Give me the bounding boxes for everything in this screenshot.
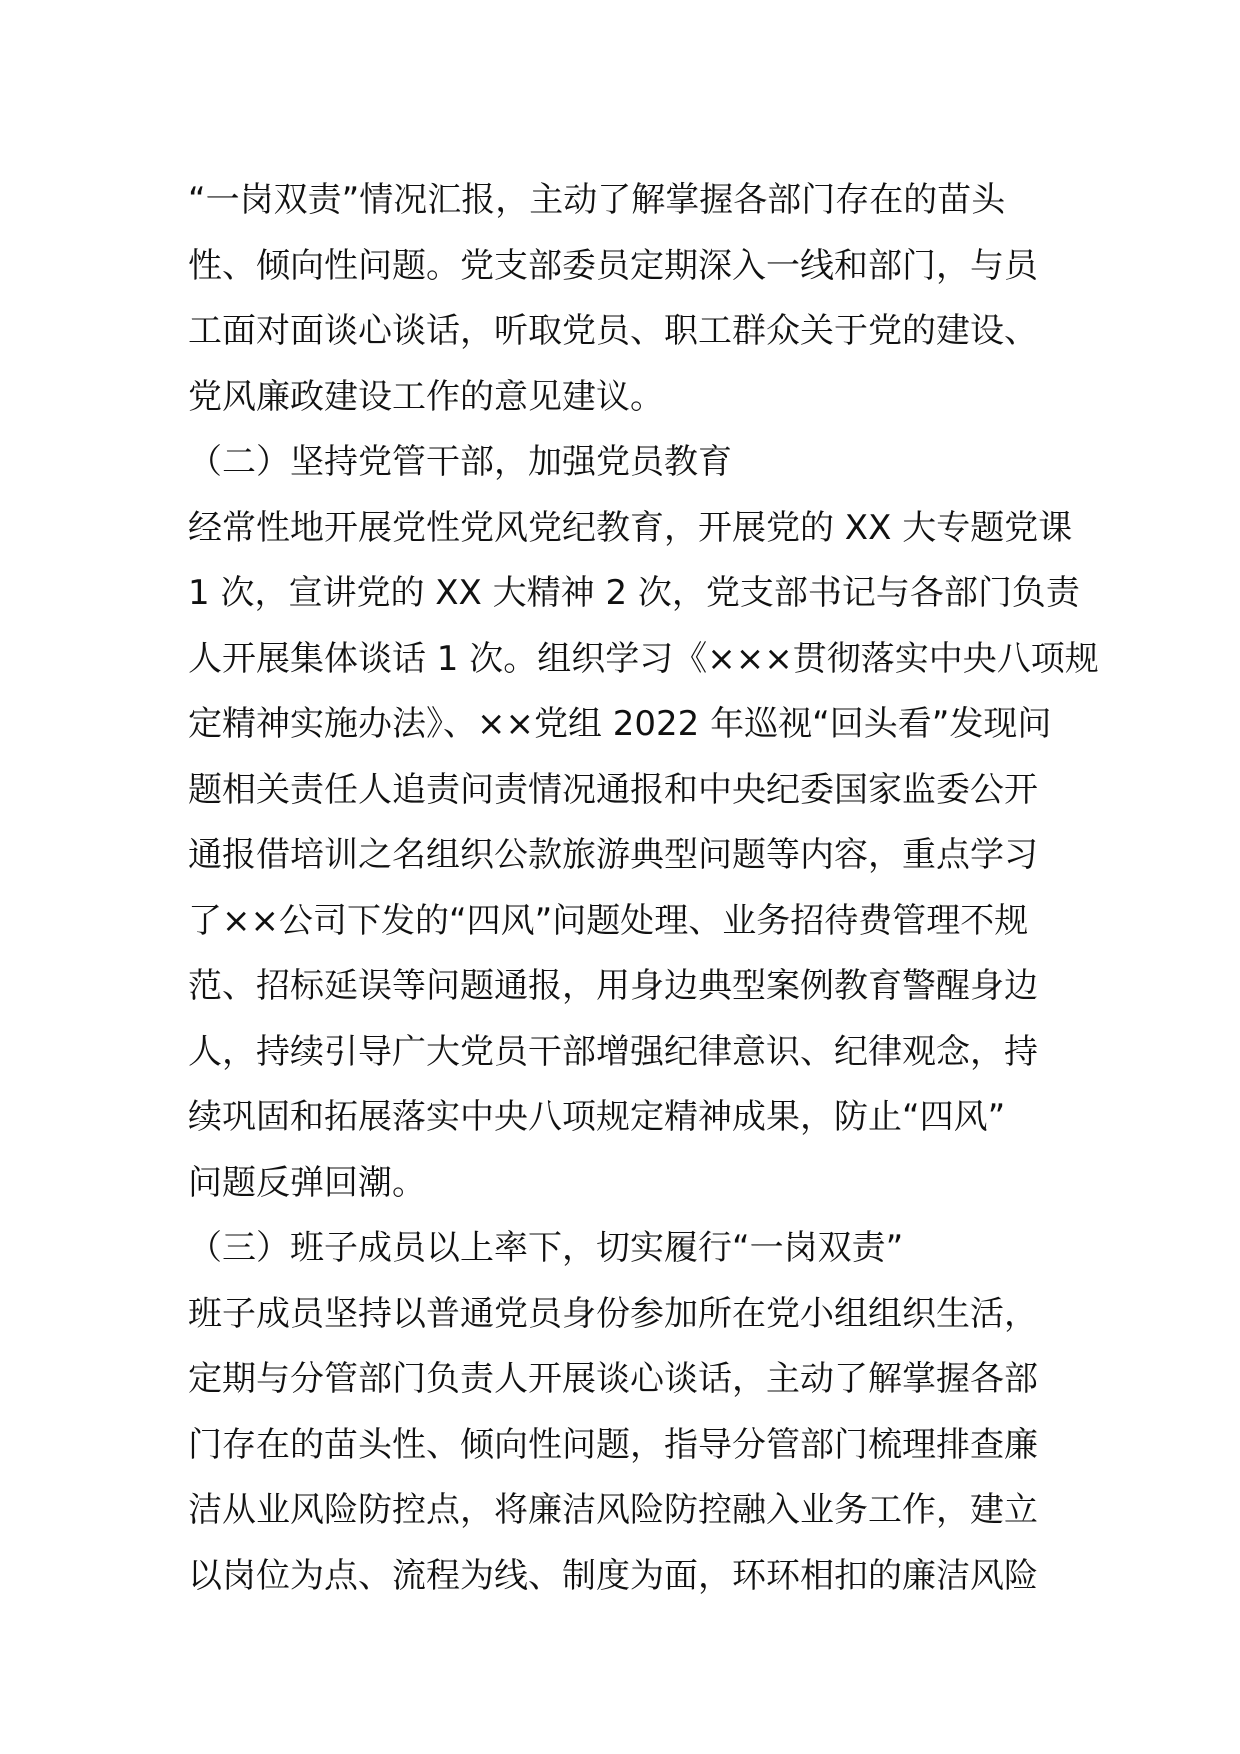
text-line-6: 经常性地开展党性党风党纪教育，开展党的 XX 大专题党课 [188,507,1073,548]
text-line-11: 通报借培训之名组织公款旅游典型问题等内容，重点学习 [188,835,1038,875]
text-line-16: 问题反弹回潮。 [188,1162,426,1203]
text-line-8: 人开展集体谈话 1 次。组织学习《×××贯彻落实中央八项规 [188,638,1099,679]
text-line-21: 洁从业风险防控点，将廉洁风险防控融入业务工作，建立 [188,1490,1038,1530]
text-line-14: 人，持续引导广大党员干部增强纪律意识、纪律观念，持 [188,1031,1038,1072]
text-line-12: 了××公司下发的“四风”问题处理、业务招待费管理不规 [188,900,1029,941]
text-line-7: 1 次，宣讲党的 XX 大精神 2 次，党支部书记与各部门负责 [188,573,1080,613]
text-line-22: 以岗位为点、流程为线、制度为面，环环相扣的廉洁风险 [188,1555,1038,1596]
text-line-2: 性、倾向性问题。党支部委员定期深入一线和部门，与员 [188,245,1038,286]
text-line-4: 党风廉政建设工作的意见建议。 [188,376,664,417]
text-line-3: 工面对面谈心谈话，听取党员、职工群众关于党的建设、 [188,311,1038,351]
text-line-10: 题相关责任人追责问责情况通报和中央纪委国家监委公开 [188,769,1038,810]
text-line-9: 定精神实施办法》、××党组 2022 年巡视“回头看”发现问 [188,704,1052,744]
text-line-15: 续巩固和拓展落实中央八项规定精神成果，防止“四风” [188,1097,1006,1137]
section-heading-2: （二）坚持党管干部，加强党员教育 [188,442,732,482]
text-line-18: 班子成员坚持以普通党员身份参加所在党小组组织生活， [188,1293,1038,1334]
text-line-13: 范、招标延误等问题通报，用身边典型案例教育警醒身边 [188,966,1038,1006]
text-line-1: “一岗双责”情况汇报，主动了解掌握各部门存在的苗头 [188,180,1006,220]
body-text [188,168,1099,1609]
text-line-19: 定期与分管部门负责人开展谈心谈话，主动了解掌握各部 [188,1359,1038,1399]
text-line-20: 门存在的苗头性、倾向性问题，指导分管部门梳理排查廉 [188,1424,1038,1465]
section-heading-3: （三）班子成员以上率下，切实履行“一岗双责” [188,1228,904,1268]
